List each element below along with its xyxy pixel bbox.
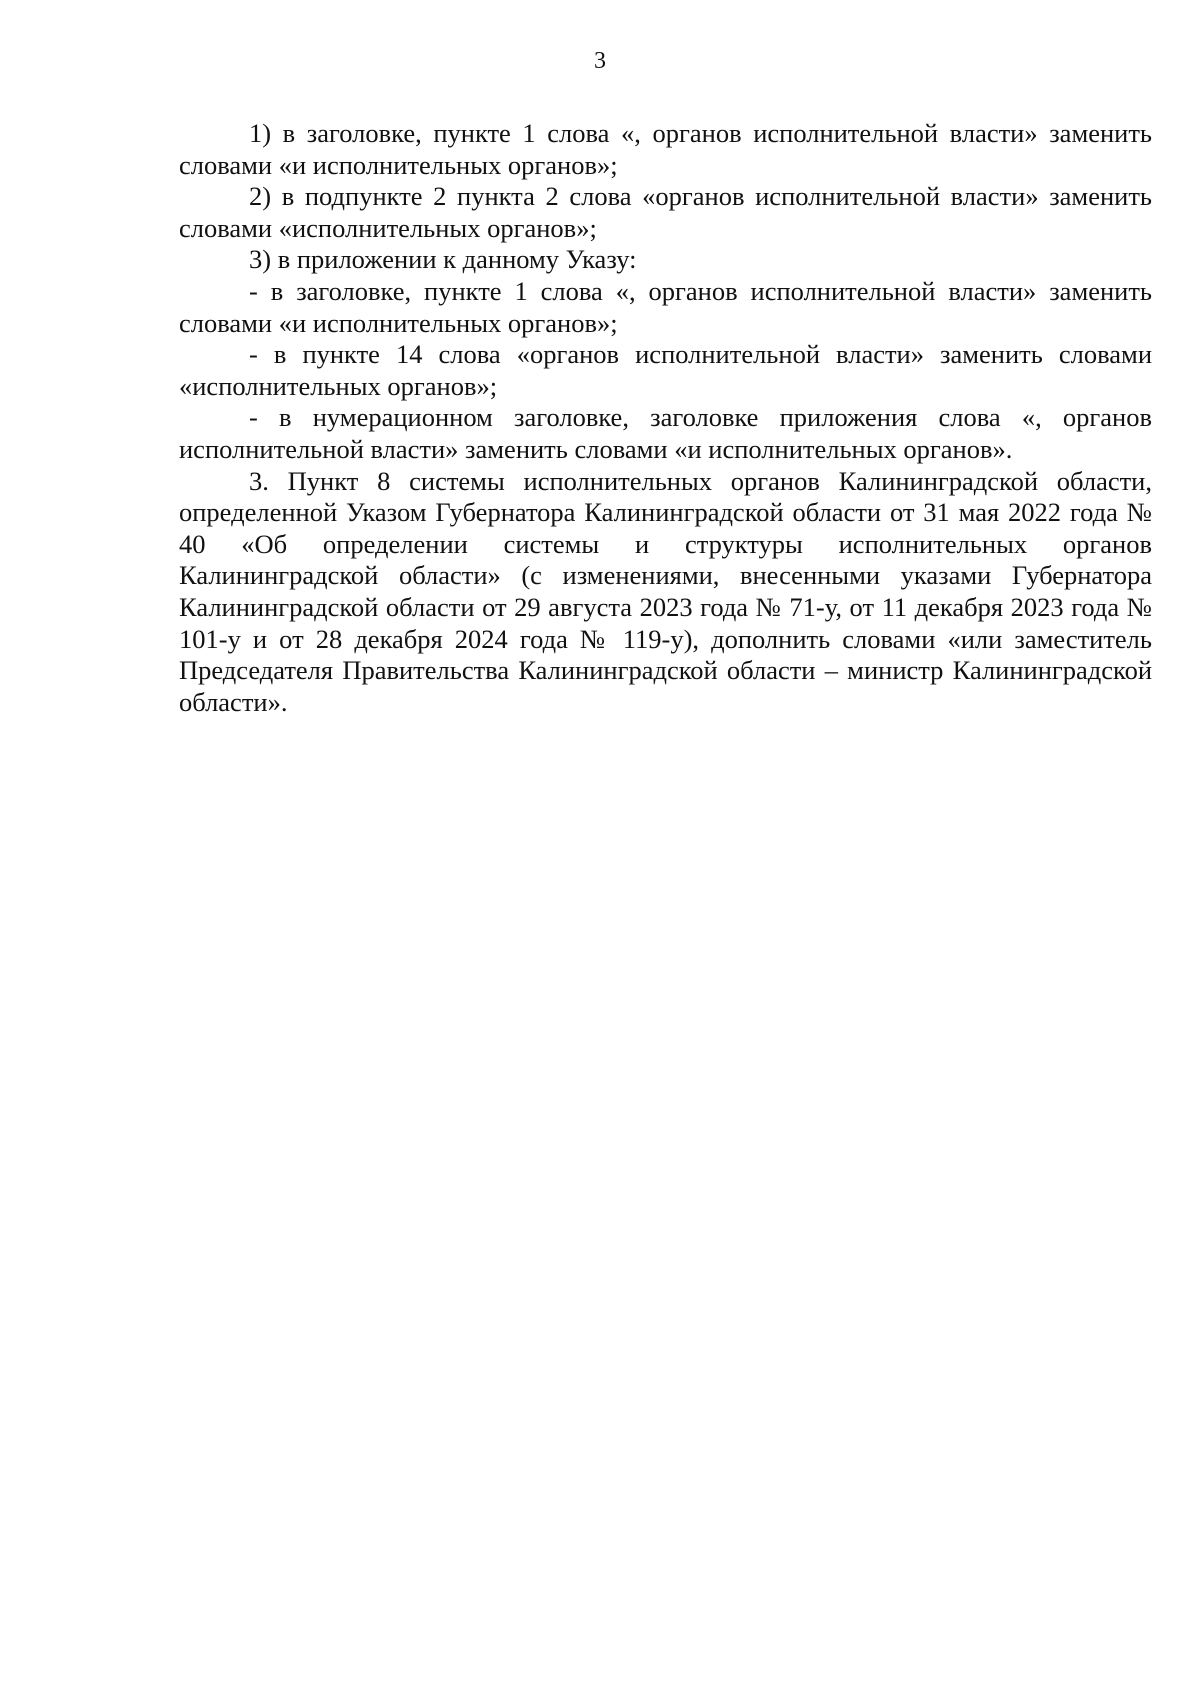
document-body [179, 118, 1152, 718]
paragraph-3: 3) в приложении к данному Указу: [249, 244, 637, 275]
paragraph-4: - в заголовке, пункте 1 слова «, органов исполнительной власти» заменить словами «и исполнительных органов»; [179, 275, 1152, 338]
paragraph-2: 2) в подпункте 2 пункта 2 слова «органов исполнительной власти» заменить словами «исполнительных органов»; [179, 181, 1152, 243]
paragraph-5: - в пункте 14 слова «органов исполнительной власти» заменить словами «исполнительных органов»; [179, 339, 1152, 401]
paragraph-7: 3. Пункт 8 системы исполнительных органов Калининградской области, определенной Указом Губернатора Калининградской области от 31 мая 2022 года № 40 «Об определении системы и структуры исполнительных органов Калининградской области» (с изменениями, внесенными указами Губернатора Калининградской области от 29 августа 2023 года № 71-у, от 11 декабря 2023 года № 101-у и от 28 декабря 2024 года № 119-у), дополнить словами «или заместитель Председателя Правительства Калининградской области – министр Калининградской области». [179, 465, 1152, 717]
paragraph-6: - в нумерационном заголовке, заголовке приложения слова «, органов исполнительной власти» заменить словами «и исполнительных органов». [179, 402, 1152, 464]
paragraph-1: 1) в заголовке, пункте 1 слова «, органов исполнительной власти» заменить словами «и исполнительных органов»; [179, 118, 1152, 180]
page-number: 3 [594, 48, 606, 74]
